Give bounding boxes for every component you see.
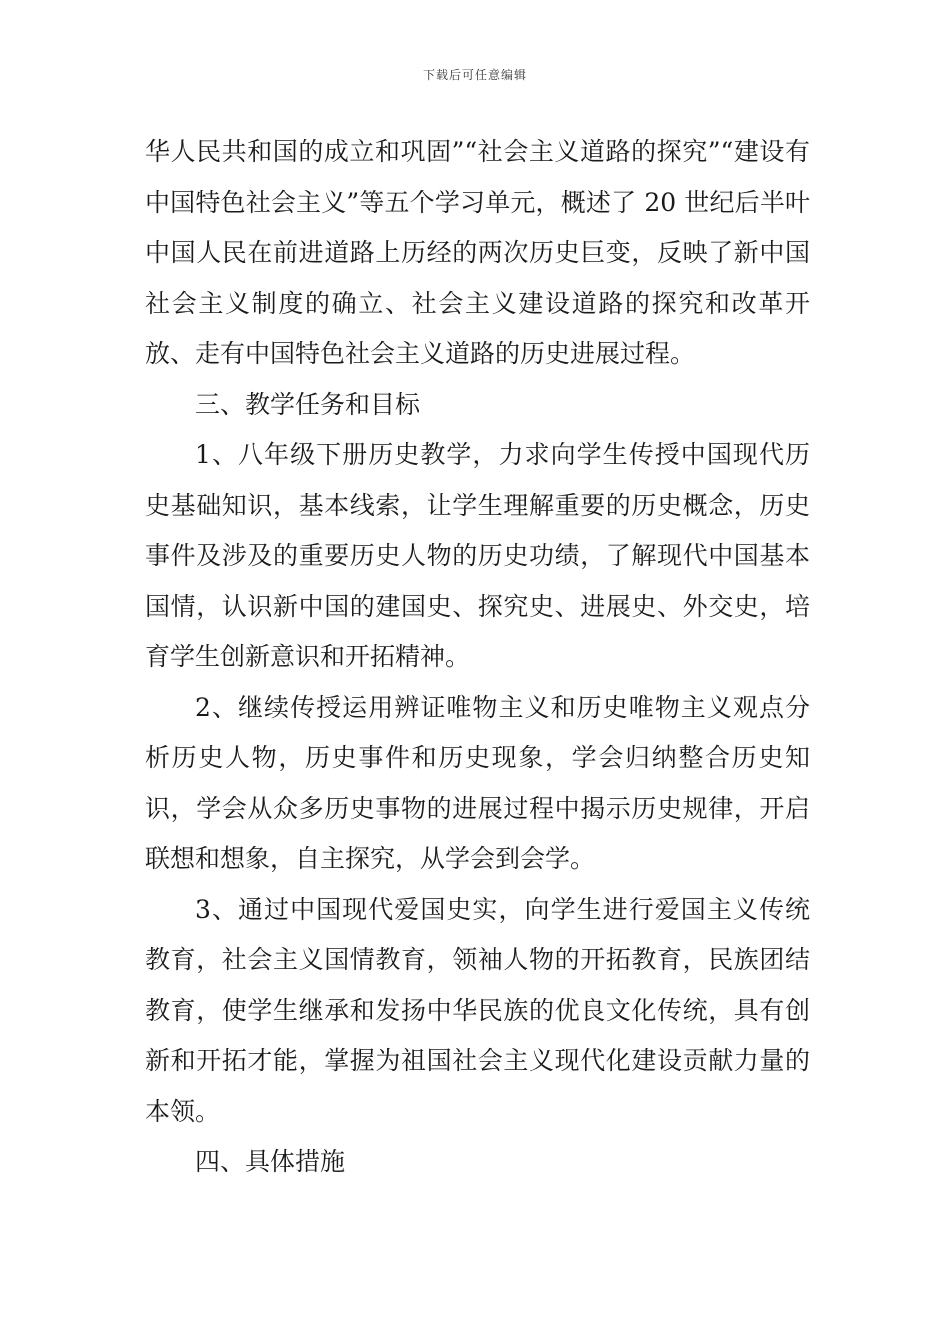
goal-item-2: 2、继续传授运用辨证唯物主义和历史唯物主义观点分析历史人物，历史事件和历史现象，学会归纳整合历史知识，学会从众多历史事物的进展过程中揭示历史规律，开启联想和想象，自主探究，从学会到会学。 [145, 692, 810, 873]
section-4-heading: 四、具体措施 [195, 1147, 346, 1176]
goal-item-3: 3、通过中国现代爱国史实，向学生进行爱国主义传统教育，社会主义国情教育，领袖人物的开拓教育，民族团结教育，使学生继承和发扬中华民族的优良文化传统，具有创新和开拓才能，掌握为祖国社会主义现代化建设贡献力量的本领。 [145, 894, 810, 1126]
section-3-heading: 三、教学任务和目标 [195, 389, 421, 419]
document-body [145, 127, 810, 1188]
page-header-note: 下载后可任意编辑 [422, 68, 527, 82]
goal-item-1: 1、八年级下册历史教学，力求向学生传授中国现代历史基础知识，基本线索，让学生理解重要的历史概念，历史事件及涉及的重要历史人物的历史功绩，了解现代中国基本国情，认识新中国的建国史、探究史、进展史、外交史，培育学生创新意识和开拓精神。 [145, 440, 810, 671]
intro-paragraph: 华人民共和国的成立和巩固”“社会主义道路的探究”“建设有中国特色社会主义”等五个学习单元，概述了 20 世纪后半叶中国人民在前进道路上历经的两次历史巨变，反映了新中国社会主义制度的确立、社会主义建设道路的探究和改革开放、走有中国特色社会主义道路的历史进展过程。 [145, 137, 810, 368]
